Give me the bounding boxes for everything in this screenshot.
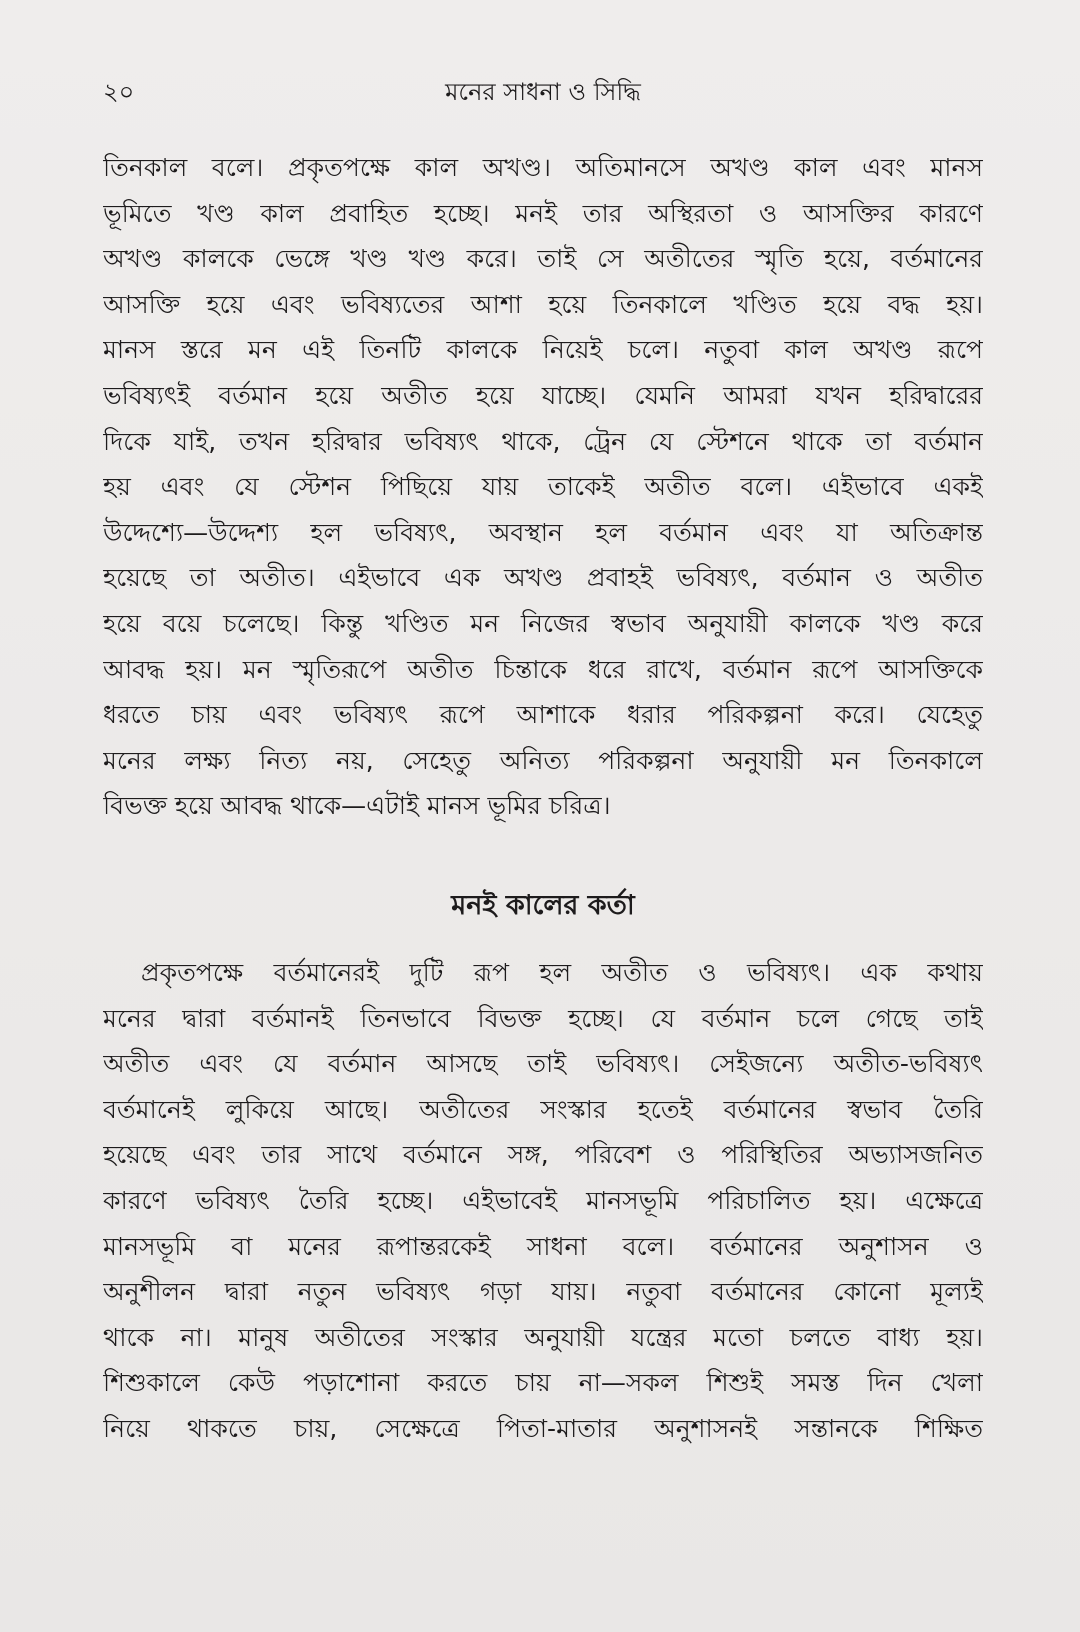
text-line: অখণ্ড কালকে ভেঙ্গে খণ্ড খণ্ড করে। তাই সে অতীতের স্মৃতি হয়ে, বর্তমানের <box>103 244 983 274</box>
paragraph-2 <box>103 950 983 1452</box>
text-line: ধরতে চায় এবং ভবিষ্যৎ রূপে আশাকে ধরার পরিকল্পনা করে। যেহেতু <box>103 700 983 730</box>
text-line: উদ্দেশ্যে—উদ্দেশ্য হল ভবিষ্যৎ, অবস্থান হল বর্তমান এবং যা অতিক্রান্ত <box>103 517 983 547</box>
page-header <box>103 72 983 112</box>
text-line: থাকে না। মানুষ অতীতের সংস্কার অনুযায়ী যন্ত্রের মতো চলতে বাধ্য হয়। <box>103 1322 983 1352</box>
text-line: কারণে ভবিষ্যৎ তৈরি হচ্ছে। এইভাবেই মানসভূমি পরিচালিত হয়। এক্ষেত্রে <box>103 1185 983 1215</box>
text-line: প্রকৃতপক্ষে বর্তমানেরই দুটি রূপ হল অতীত ও ভবিষ্যৎ। এক কথায় <box>141 958 983 987</box>
text-line: অনুশীলন দ্বারা নতুন ভবিষ্যৎ গড়া যায়। নতুবা বর্তমানের কোনো মূল্যই <box>103 1277 983 1307</box>
text-line: মনের দ্বারা বর্তমানই তিনভাবে বিভক্ত হচ্ছে। যে বর্তমান চলে গেছে তাই <box>103 1003 983 1033</box>
text-line: আবদ্ধ হয়। মন স্মৃতিরূপে অতীত চিন্তাকে ধরে রাখে, বর্তমান রূপে আসক্তিকে <box>103 654 983 684</box>
text-line: অতীত এবং যে বর্তমান আসছে তাই ভবিষ্যৎ। সেইজন্যে অতীত-ভবিষ্যৎ <box>103 1049 983 1079</box>
text-line: বিভক্ত হয়ে আবদ্ধ থাকে—এটাই মানস ভূমির চরিত্র। <box>103 791 611 821</box>
text-line: হয়েছে এবং তার সাথে বর্তমানে সঙ্গ, পরিবেশ ও পরিস্থিতির অভ্যাসজনিত <box>103 1140 983 1170</box>
section-heading: মনই কালের কর্তা <box>451 890 635 921</box>
text-line: ভবিষ্যৎই বর্তমান হয়ে অতীত হয়ে যাচ্ছে। যেমনি আমরা যখন হরিদ্বারের <box>103 380 983 410</box>
text-line: আসক্তি হয়ে এবং ভবিষ্যতের আশা হয়ে তিনকালে খণ্ডিত হয়ে বদ্ধ হয়। <box>103 289 983 319</box>
text-line: বর্তমানেই লুকিয়ে আছে। অতীতের সংস্কার হতেই বর্তমানের স্বভাব তৈরি <box>103 1094 983 1124</box>
text-line: শিশুকালে কেউ পড়াশোনা করতে চায় না—সকল শিশুই সমস্ত দিন খেলা <box>103 1368 983 1398</box>
text-line: মনের লক্ষ্য নিত্য নয়, সেহেতু অনিত্য পরিকল্পনা অনুযায়ী মন তিনকালে <box>103 745 983 775</box>
text-line: মানস স্তরে মন এই তিনটি কালকে নিয়েই চলে। নতুবা কাল অখণ্ড রূপে <box>103 335 983 365</box>
running-title: মনের সাধনা ও সিদ্ধি <box>445 78 641 106</box>
page-number: ২০ <box>103 78 135 106</box>
text-line: নিয়ে থাকতে চায়, সেক্ষেত্রে পিতা-মাতার অনুশাসনই সন্তানকে শিক্ষিত <box>103 1413 983 1443</box>
text-line: তিনকাল বলে। প্রকৃতপক্ষে কাল অখণ্ড। অতিমানসে অখণ্ড কাল এবং মানস <box>103 153 983 182</box>
text-line: ভূমিতে খণ্ড কাল প্রবাহিত হচ্ছে। মনই তার অস্থিরতা ও আসক্তির কারণে <box>103 198 983 228</box>
paragraph-1 <box>103 145 983 829</box>
text-line: হয়ে বয়ে চলেছে। কিন্তু খণ্ডিত মন নিজের স্বভাব অনুযায়ী কালকে খণ্ড করে <box>103 608 983 638</box>
text-line: মানসভূমি বা মনের রূপান্তরকেই সাধনা বলে। বর্তমানের অনুশাসন ও <box>103 1231 983 1261</box>
text-line: হয়েছে তা অতীত। এইভাবে এক অখণ্ড প্রবাহই ভবিষ্যৎ, বর্তমান ও অতীত <box>103 563 983 593</box>
text-line: দিকে যাই, তখন হরিদ্বার ভবিষ্যৎ থাকে, ট্রেন যে স্টেশনে থাকে তা বর্তমান <box>103 426 983 456</box>
text-line: হয় এবং যে স্টেশন পিছিয়ে যায় তাকেই অতীত বলে। এইভাবে একই <box>103 472 983 502</box>
